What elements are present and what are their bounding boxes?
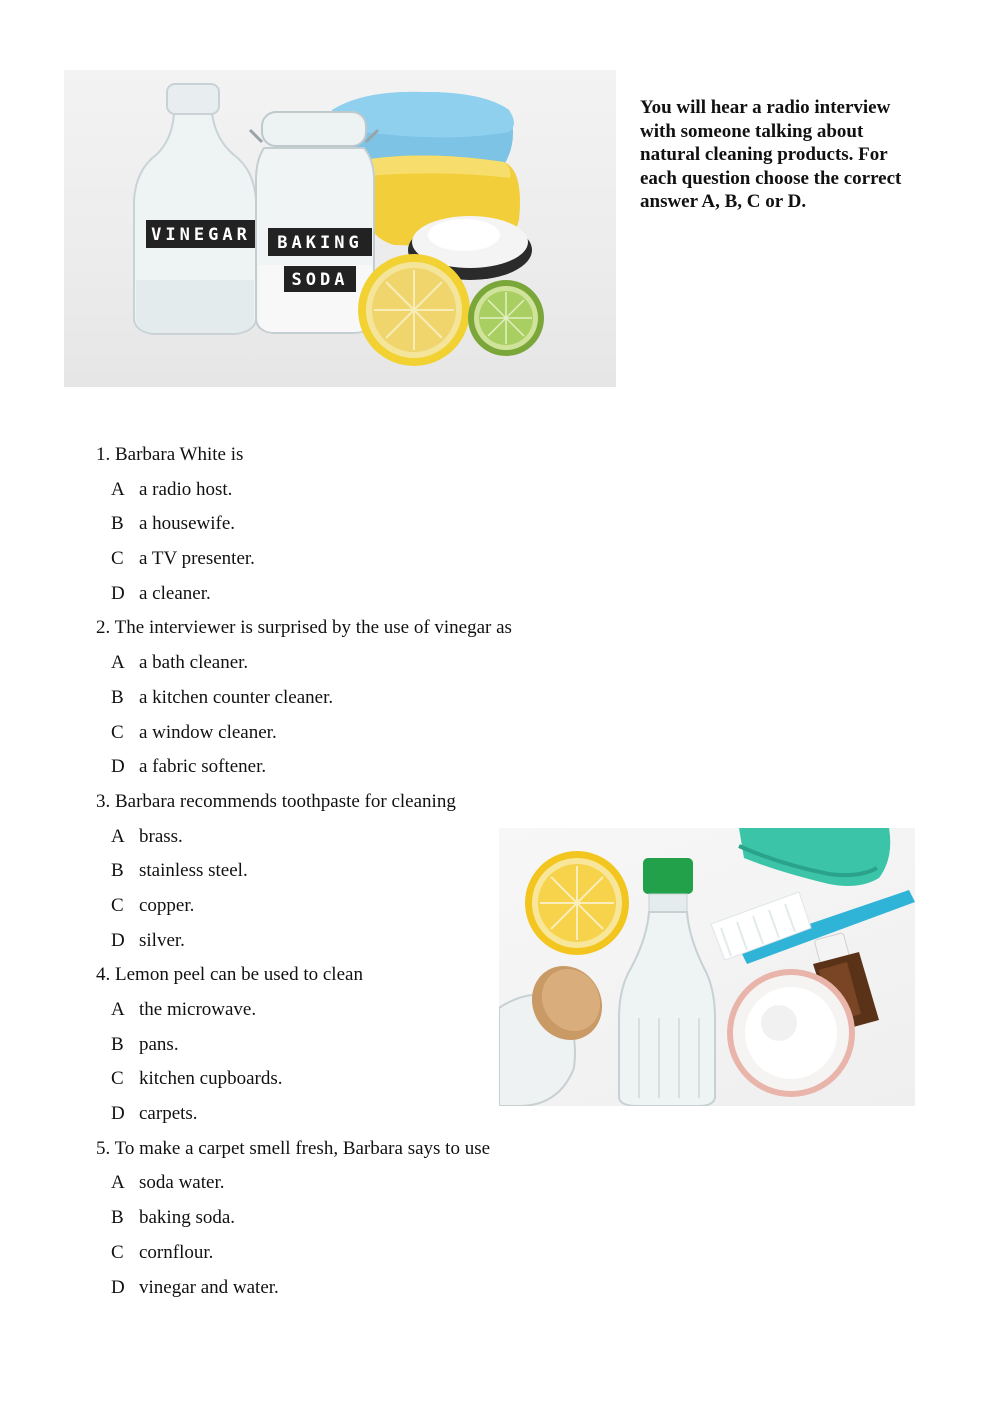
question-1-option-a[interactable] xyxy=(96,477,616,512)
option-text: a housewife. xyxy=(139,513,236,535)
option-text: vinegar and water. xyxy=(139,1276,279,1298)
option-letter: C xyxy=(111,894,124,916)
question-2-option-d[interactable] xyxy=(96,754,616,789)
option-text: a cleaner. xyxy=(139,582,211,604)
question-1-option-c[interactable] xyxy=(96,546,616,581)
lime-half xyxy=(468,280,544,356)
cork-jar xyxy=(499,953,615,1106)
question-3-stem: 3. Barbara recommends toothpaste for cleaning xyxy=(96,790,456,812)
option-text: a TV presenter. xyxy=(139,548,255,570)
option-letter: B xyxy=(111,1207,124,1229)
question-1-option-b[interactable] xyxy=(96,511,616,546)
option-letter: A xyxy=(111,999,125,1020)
option-letter: B xyxy=(111,513,124,535)
option-letter: D xyxy=(111,1276,125,1298)
option-letter: D xyxy=(111,582,125,604)
option-letter: C xyxy=(111,548,124,570)
option-text: a radio host. xyxy=(139,478,233,500)
option-text: kitchen cupboards. xyxy=(139,1068,283,1090)
option-letter: A xyxy=(111,478,125,500)
lemon-half xyxy=(358,254,470,366)
option-letter: A xyxy=(111,825,125,847)
option-letter: B xyxy=(111,686,124,708)
option-text: a window cleaner. xyxy=(139,721,277,743)
option-letter: D xyxy=(111,929,125,951)
question-2-option-c[interactable] xyxy=(96,720,616,755)
question-5-option-d[interactable] xyxy=(96,1275,616,1310)
question-2-option-b[interactable] xyxy=(96,685,616,720)
option-letter: A xyxy=(111,652,125,674)
teal-sponge xyxy=(739,828,890,886)
question-4-stem: 4. Lemon peel can be used to clean xyxy=(96,964,363,986)
option-text: brass. xyxy=(139,825,183,847)
option-text: the microwave. xyxy=(139,999,257,1020)
option-letter: B xyxy=(111,860,124,882)
option-text: silver. xyxy=(139,929,185,951)
vinegar-bottle xyxy=(134,84,256,334)
option-letter: C xyxy=(111,1068,124,1090)
option-letter: C xyxy=(111,1241,124,1263)
cleaning-products-photo-top xyxy=(64,70,616,387)
option-letter: B xyxy=(111,1033,124,1055)
option-text: cornflour. xyxy=(139,1241,214,1263)
question-4-option-d[interactable] xyxy=(96,1101,616,1136)
vinegar-label: VINEGAR xyxy=(151,225,251,245)
cleaning-products-photo-bottom xyxy=(499,828,915,1106)
option-letter: C xyxy=(111,721,124,743)
baking-soda-jar xyxy=(250,112,378,333)
option-letter: D xyxy=(111,1103,125,1125)
option-text: pans. xyxy=(139,1033,179,1055)
question-1-option-d[interactable] xyxy=(96,581,616,616)
instructions-text: You will hear a radio interview with someone talking about natural cleaning products. For each question choose the correct answer A, B, C or D. xyxy=(640,97,902,212)
option-text: a kitchen counter cleaner. xyxy=(139,686,334,708)
option-text: copper. xyxy=(139,894,195,916)
option-letter: A xyxy=(111,1172,125,1194)
question-2-option-a[interactable] xyxy=(96,650,616,685)
lemon-half xyxy=(525,851,629,955)
option-text: baking soda. xyxy=(139,1207,236,1229)
option-text: a fabric softener. xyxy=(139,756,267,778)
question-5-option-c[interactable] xyxy=(96,1240,616,1275)
cleaning-brush xyxy=(711,890,915,964)
baking-label: BAKING xyxy=(277,233,363,253)
powder-bowl xyxy=(727,969,855,1097)
vinegar-bottle xyxy=(619,858,715,1106)
option-text: soda water. xyxy=(139,1172,225,1194)
question-1-stem: 1. Barbara White is xyxy=(96,444,244,465)
question-5-option-a[interactable] xyxy=(96,1170,616,1205)
soda-label: SODA xyxy=(291,270,349,290)
question-5-stem: 5. To make a carpet smell fresh, Barbara says to use xyxy=(96,1137,491,1159)
option-letter: D xyxy=(111,756,125,778)
option-text: carpets. xyxy=(139,1103,198,1125)
option-text: a bath cleaner. xyxy=(139,652,249,674)
question-2-stem: 2. The interviewer is surprised by the use of vinegar as xyxy=(96,617,512,639)
question-5-option-b[interactable] xyxy=(96,1205,616,1240)
option-text: stainless steel. xyxy=(139,860,248,882)
